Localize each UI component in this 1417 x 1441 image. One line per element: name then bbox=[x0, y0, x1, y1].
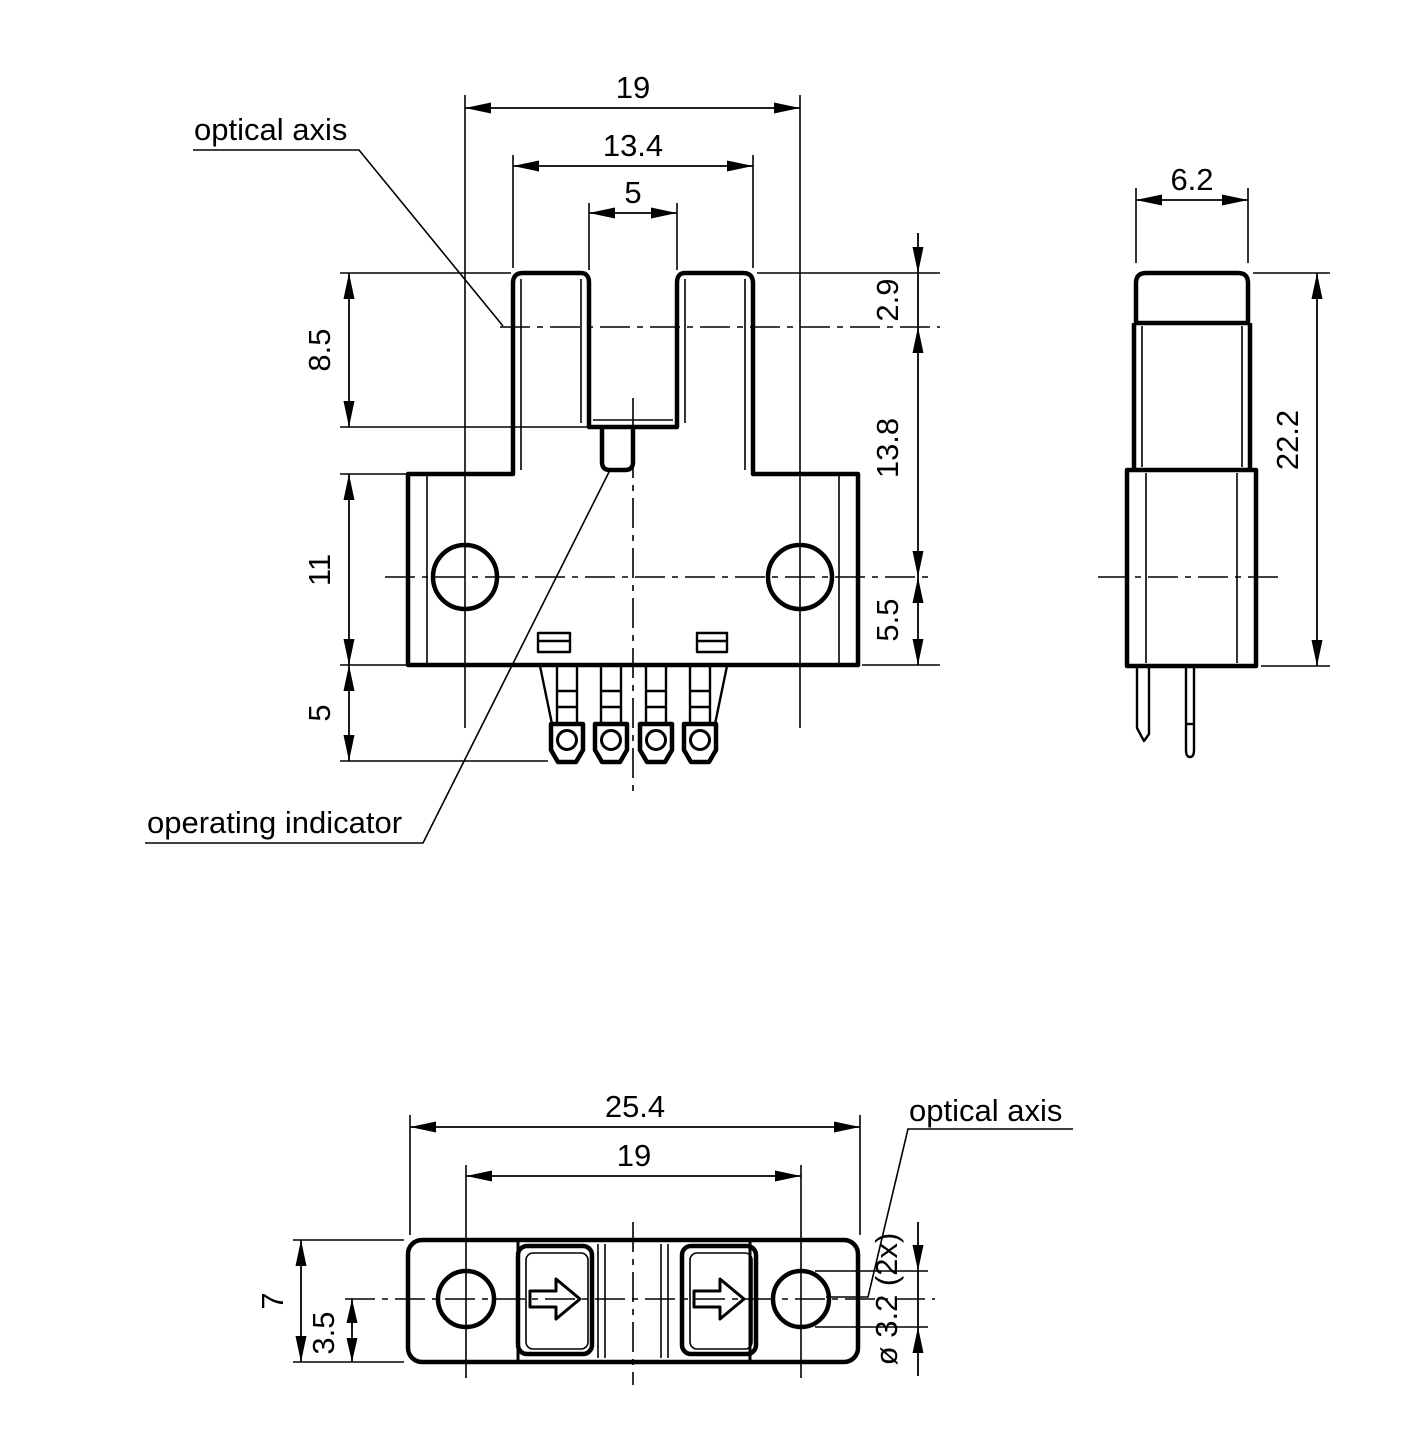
dim-text-5-pins: 5 bbox=[302, 704, 337, 722]
dim-text-8-5: 8.5 bbox=[302, 328, 337, 372]
dim-text-25-4: 25.4 bbox=[604, 1089, 666, 1124]
dim-bottom-19 bbox=[466, 1138, 801, 1182]
front-view bbox=[145, 70, 940, 843]
operating-indicator-label: operating indicator bbox=[147, 805, 403, 840]
dim-bottom-3-5 bbox=[306, 1299, 358, 1362]
dim-text-hole-dia: ø 3.2 (2x) bbox=[869, 1232, 904, 1366]
dim-text-19-bottom: 19 bbox=[616, 1138, 652, 1173]
optical-axis-label-bottom: optical axis bbox=[909, 1093, 1063, 1128]
dim-text-11: 11 bbox=[302, 553, 337, 587]
bottom-extension-lines bbox=[293, 1115, 928, 1378]
dim-side-22-2 bbox=[1270, 273, 1323, 666]
side-mid-section bbox=[1134, 323, 1250, 470]
dim-front-11 bbox=[302, 474, 355, 665]
bottom-view bbox=[255, 1089, 1073, 1385]
dim-front-right-column bbox=[870, 233, 924, 665]
operating-indicator-window bbox=[602, 427, 633, 470]
dim-front-8-5 bbox=[302, 273, 355, 427]
side-mid-inner-lines bbox=[1142, 326, 1242, 467]
dim-text-6-2: 6.2 bbox=[1170, 162, 1214, 197]
dim-text-22-2: 22.2 bbox=[1270, 409, 1305, 471]
dim-text-13-4: 13.4 bbox=[602, 128, 664, 163]
emitter-block bbox=[518, 1246, 592, 1354]
operating-indicator-callout bbox=[145, 470, 610, 843]
dim-front-13-4 bbox=[513, 128, 753, 172]
side-cap bbox=[1136, 273, 1248, 323]
side-pins bbox=[1137, 668, 1194, 757]
dim-text-2-9: 2.9 bbox=[870, 278, 905, 322]
dim-text-3-5: 3.5 bbox=[306, 1311, 341, 1355]
receiver-block bbox=[682, 1246, 756, 1354]
dim-side-6-2 bbox=[1136, 162, 1248, 206]
dim-front-19 bbox=[465, 70, 800, 114]
dim-text-19-top: 19 bbox=[615, 70, 651, 105]
bottom-tab-edges bbox=[518, 1242, 750, 1360]
dim-front-5-slot bbox=[589, 175, 677, 219]
side-part bbox=[1127, 273, 1256, 757]
optical-axis-label-front: optical axis bbox=[194, 112, 348, 147]
side-body-inner-lines bbox=[1146, 473, 1237, 663]
optical-axis-callout-bottom bbox=[826, 1093, 1073, 1297]
dim-bottom-25-4 bbox=[410, 1089, 860, 1133]
dim-bottom-7 bbox=[255, 1240, 307, 1362]
dim-text-13-8: 13.8 bbox=[870, 417, 905, 479]
dim-text-7: 7 bbox=[255, 1292, 290, 1310]
dim-front-5-pins bbox=[302, 665, 355, 761]
dim-text-5-5: 5.5 bbox=[870, 598, 905, 642]
dim-text-5-slot: 5 bbox=[624, 175, 642, 210]
side-view bbox=[1098, 162, 1330, 757]
